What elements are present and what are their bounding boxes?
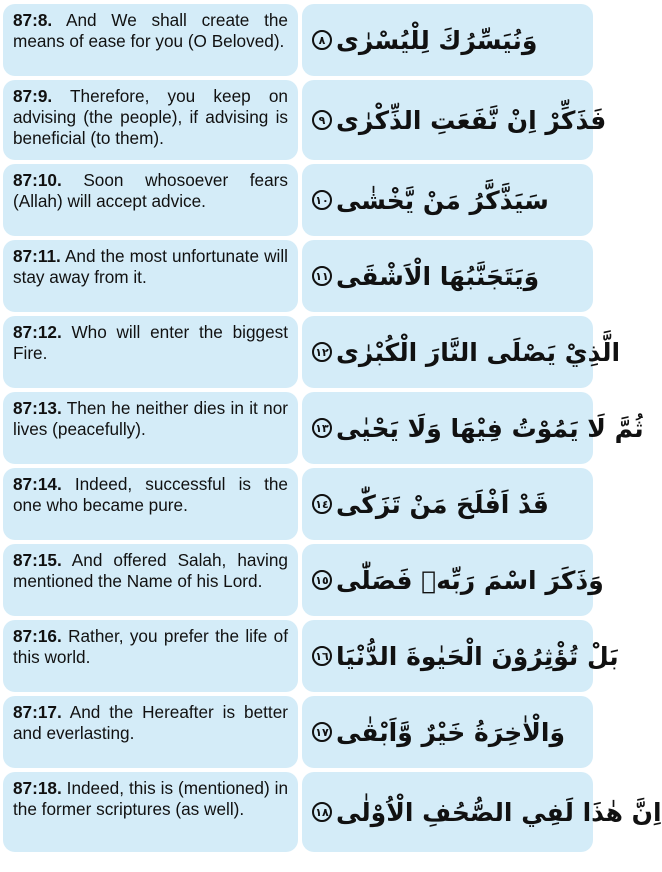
verse-reference: 87:9. <box>13 86 53 106</box>
arabic-cell <box>302 240 593 312</box>
arabic-cell <box>302 468 593 540</box>
verse-translation: Indeed, this is (mentioned) in the former scriptures (as well). <box>13 778 288 819</box>
ayah-number-marker: ١٢ <box>312 342 332 362</box>
arabic-verse: وَنُيَسِّرُكَ لِلْيُسْرٰى <box>336 25 538 55</box>
arabic-cell <box>302 4 593 76</box>
translation-cell <box>3 240 298 312</box>
arabic-verse: سَيَذَّكَّرُ مَنْ يَّخْشٰى <box>336 185 549 215</box>
verse-translation: Therefore, you keep on advising (the people), if advising is beneficial (to them). <box>13 86 288 148</box>
ayah-number-marker: ١٦ <box>312 646 332 666</box>
ayah-number-marker: ١٥ <box>312 570 332 590</box>
arabic-verse: وَالْاٰخِرَةُ خَيْرٌ وَّاَبْقٰى <box>336 717 566 747</box>
translation-cell <box>3 80 298 160</box>
arabic-cell <box>302 316 621 388</box>
ayah-number-marker: ١٧ <box>312 722 332 742</box>
verse-reference: 87:18. <box>13 778 62 798</box>
translation-cell <box>3 772 298 852</box>
translation-cell <box>3 620 298 692</box>
verse-reference: 87:11. <box>13 246 61 266</box>
arabic-verse: الَّذِيْ يَصْلَى النَّارَ الْكُبْرٰى <box>336 337 621 367</box>
arabic-cell <box>302 696 593 768</box>
ayah-number-marker: ٩ <box>312 110 332 130</box>
arabic-cell <box>302 80 607 160</box>
verse-translation: And offered Salah, having mentioned the Name of his Lord. <box>13 550 288 591</box>
arabic-verse: قَدْ اَفْلَحَ مَنْ تَزَكّٰى <box>336 489 549 519</box>
verse-translation: And the most unfortunate will stay away from it. <box>13 246 288 287</box>
verse-reference: 87:13. <box>13 398 62 418</box>
arabic-verse: وَيَتَجَنَّبُهَا الْاَشْقَى <box>336 261 540 291</box>
ayah-number-marker: ١٨ <box>312 802 332 822</box>
ayah-number-marker: ١٤ <box>312 494 332 514</box>
verse-reference: 87:14. <box>13 474 62 494</box>
ayah-number-marker: ١١ <box>312 266 332 286</box>
translation-cell <box>3 696 298 768</box>
arabic-verse: وَذَكَرَ اسْمَ رَبِّهٖ فَصَلّٰى <box>336 565 604 595</box>
translation-cell <box>3 164 298 236</box>
translation-cell <box>3 316 298 388</box>
translation-cell <box>3 392 298 464</box>
verse-reference: 87:10. <box>13 170 62 190</box>
verse-translation: And the Hereafter is better and everlasting. <box>13 702 288 743</box>
verse-reference: 87:15. <box>13 550 62 570</box>
arabic-cell <box>302 772 662 852</box>
verse-translation: Rather, you prefer the life of this world. <box>13 626 288 667</box>
arabic-verse: فَذَكِّرْ اِنْ نَّفَعَتِ الذِّكْرٰى <box>336 105 607 135</box>
arabic-verse: بَلْ تُؤْثِرُوْنَ الْحَيٰوةَ الدُّنْيَا <box>336 641 619 671</box>
translation-cell <box>3 4 298 76</box>
verse-reference: 87:12. <box>13 322 62 342</box>
arabic-verse: اِنَّ هٰذَا لَفِي الصُّحُفِ الْاُوْلٰى <box>336 797 662 827</box>
verse-reference: 87:16. <box>13 626 62 646</box>
verse-translation: Then he neither dies in it nor lives (peacefully). <box>13 398 288 439</box>
verse-reference: 87:17. <box>13 702 62 722</box>
ayah-number-marker: ١٠ <box>312 190 332 210</box>
ayah-number-marker: ١٣ <box>312 418 332 438</box>
arabic-cell <box>302 164 593 236</box>
arabic-cell <box>302 544 604 616</box>
translation-cell <box>3 468 298 540</box>
verse-translation: And We shall create the means of ease for you (O Beloved). <box>13 10 288 51</box>
ayah-number-marker: ٨ <box>312 30 332 50</box>
arabic-cell <box>302 620 619 692</box>
verse-translation: Who will enter the biggest Fire. <box>13 322 288 363</box>
arabic-cell <box>302 392 644 464</box>
arabic-verse: ثُمَّ لَا يَمُوْتُ فِيْهَا وَلَا يَحْيٰى <box>336 413 644 443</box>
translation-cell <box>3 544 298 616</box>
verse-translation: Indeed, successful is the one who became pure. <box>13 474 288 515</box>
verse-reference: 87:8. <box>13 10 53 30</box>
verse-translation: Soon whosoever fears (Allah) will accept advice. <box>13 170 288 211</box>
